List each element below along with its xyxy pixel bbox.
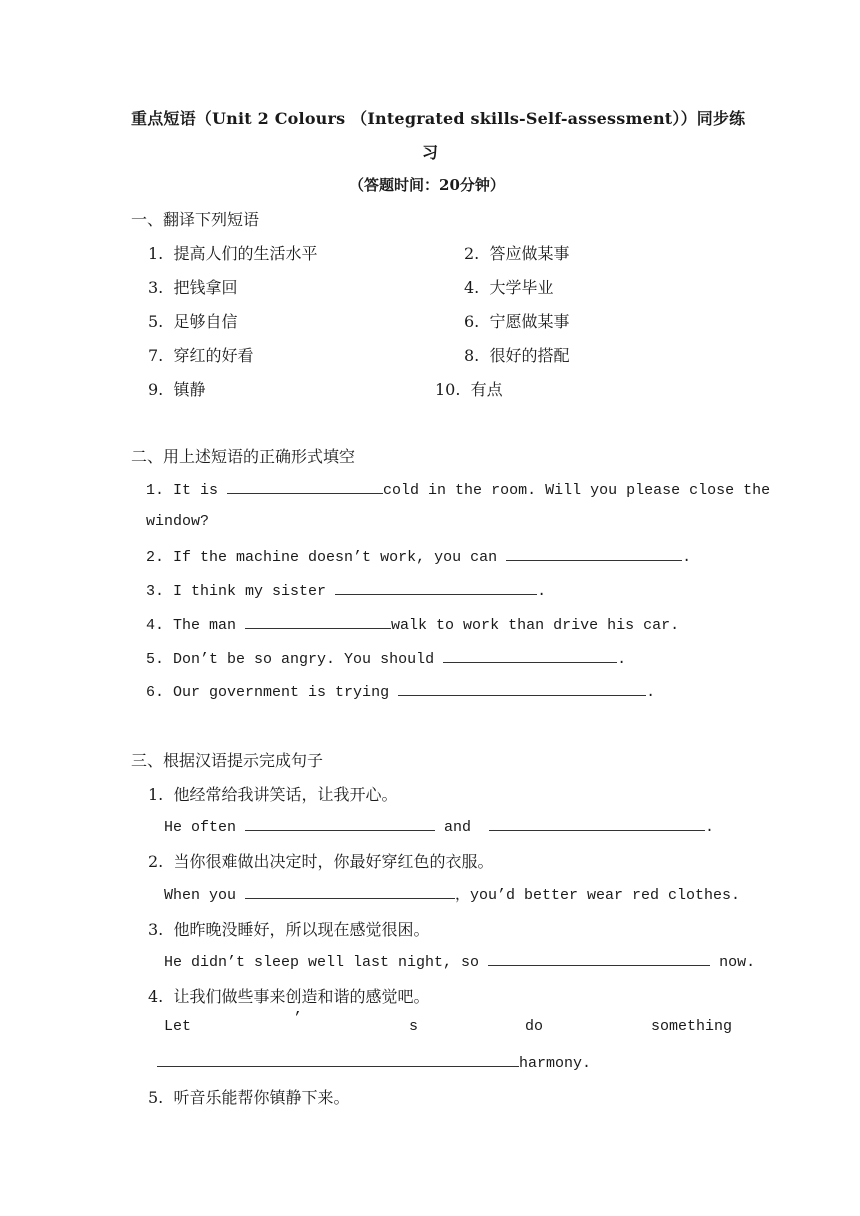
translate-question-3-prompt: 3. 他昨晚没睡好，所以现在感觉很困。 xyxy=(148,920,430,939)
translate-question-3-answer: He didn’t sleep well last night, so now. xyxy=(164,951,755,971)
answer-word: ’ xyxy=(293,1010,303,1027)
answer-blank[interactable] xyxy=(489,816,705,831)
translate-question-2-answer: When you ，you’d better wear red clothes. xyxy=(164,883,740,904)
answer-blank[interactable] xyxy=(245,614,391,629)
answer-blank[interactable] xyxy=(506,546,682,561)
section3-heading: 三、根据汉语提示完成句子 xyxy=(131,751,324,770)
page-title: 重点短语（Unit 2 Colours （Integrated skills-Self-assessment））同步练 xyxy=(131,109,746,128)
translate-question-1-answer: He often and . xyxy=(164,816,714,836)
answer-blank[interactable] xyxy=(245,884,455,899)
answer-blank[interactable] xyxy=(245,816,435,831)
answer-word: Let xyxy=(164,1018,192,1035)
translate-question-4-prompt: 4. 让我们做些事来创造和谐的感觉吧。 xyxy=(148,987,430,1006)
phrase-item: 10. 有点 xyxy=(435,380,503,399)
phrase-item: 3. 把钱拿回 xyxy=(148,278,238,297)
translate-question-1-prompt: 1. 他经常给我讲笑话，让我开心。 xyxy=(148,785,398,804)
answer-blank[interactable] xyxy=(335,580,537,595)
section1-heading: 一、翻译下列短语 xyxy=(131,210,260,229)
phrase-item: 4. 大学毕业 xyxy=(464,278,554,297)
fill-question-5: 5. Don’t be so angry. You should . xyxy=(146,648,626,668)
phrase-item: 5. 足够自信 xyxy=(148,312,238,331)
phrase-item: 6. 宁愿做某事 xyxy=(464,312,570,331)
page-title-continued: 习 xyxy=(422,143,439,162)
translate-question-2-prompt: 2. 当你很难做出决定时，你最好穿红色的衣服。 xyxy=(148,852,494,871)
phrase-item: 7. 穿红的好看 xyxy=(148,346,254,365)
fill-question-2: 2. If the machine doesn’t work, you can . xyxy=(146,546,691,566)
translate-question-5-prompt: 5. 听音乐能帮你镇静下来。 xyxy=(148,1088,350,1107)
answer-word: do xyxy=(525,1018,544,1035)
phrase-item: 2. 答应做某事 xyxy=(464,244,570,263)
answer-word: something xyxy=(651,1018,733,1035)
section2-heading: 二、用上述短语的正确形式填空 xyxy=(131,447,356,466)
phrase-item: 8. 很好的搭配 xyxy=(464,346,570,365)
translate-question-4-answer: harmony. xyxy=(157,1052,591,1072)
answer-blank[interactable] xyxy=(488,951,710,966)
answer-blank[interactable] xyxy=(227,479,383,494)
fill-question-1-continued: window? xyxy=(146,513,210,530)
answer-word: s xyxy=(409,1018,419,1035)
fill-question-1: 1. It is cold in the room. Will you please close the xyxy=(146,479,770,499)
answer-blank[interactable] xyxy=(157,1052,519,1067)
answer-time: （答题时间：20分钟） xyxy=(349,176,505,194)
answer-blank[interactable] xyxy=(443,648,617,663)
phrase-item: 1. 提高人们的生活水平 xyxy=(148,244,318,263)
phrase-item: 9. 镇静 xyxy=(148,380,206,399)
fill-question-6: 6. Our government is trying . xyxy=(146,681,655,701)
fill-question-3: 3. I think my sister . xyxy=(146,580,546,600)
fill-question-4: 4. The man walk to work than drive his car. xyxy=(146,614,679,634)
answer-blank[interactable] xyxy=(398,681,646,696)
